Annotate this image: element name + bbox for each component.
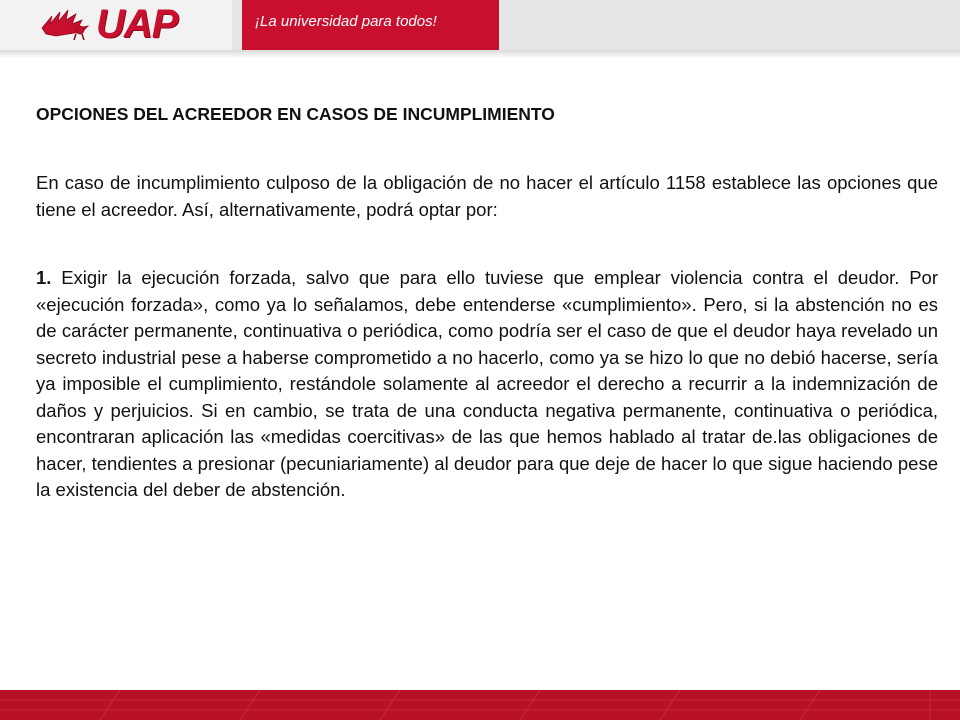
tagline: ¡La universidad para todos! — [255, 13, 437, 30]
list-item-1 — [36, 265, 938, 504]
footer-bar — [0, 690, 960, 720]
list-item-number: 1. — [36, 267, 52, 288]
footer-pattern — [0, 690, 960, 720]
header-bar — [0, 0, 960, 50]
winged-lion-emblem-icon — [38, 6, 94, 42]
logo-area — [0, 0, 232, 50]
page-title: OPCIONES DEL ACREEDOR EN CASOS DE INCUMPLIMIENTO — [36, 104, 555, 124]
header-shadow — [0, 50, 960, 58]
intro-paragraph: En caso de incumplimiento culposo de la obligación de no hacer el artículo 1158 establece las opciones que tiene el acreedor. Así, alternativamente, podrá optar por: — [36, 172, 938, 220]
list-item-text: Exigir la ejecución forzada, salvo que para ello tuviese que emplear violencia contra el deudor. Por «ejecución forzada», como ya lo señalamos, debe entenderse «cumplimiento». Pero, si la abstención no es de carácter permanente, continuativa o periódica, como podría ser el caso de que el deudor haya revelado un secreto industrial pese a haberse comprometido a no hacerlo, como ya se hizo lo que no debió hacerse, sería ya imposible el cumplimiento, restándole solamente al acreedor el derecho a recurrir a la indemnización de daños y perjuicios. Si en cambio, se trata de una conducta negativa permanente, continuativa o periódica, encontraran aplicación las «medidas coercitivas» de las que hemos hablado al tratar de.las obligaciones de hacer, tendientes a presionar (pecuniariamente) al deudor para que deje de hacer lo que sigue haciendo pese la existencia del deber de abstención. — [36, 267, 938, 500]
logo-text: UAP — [96, 2, 178, 46]
